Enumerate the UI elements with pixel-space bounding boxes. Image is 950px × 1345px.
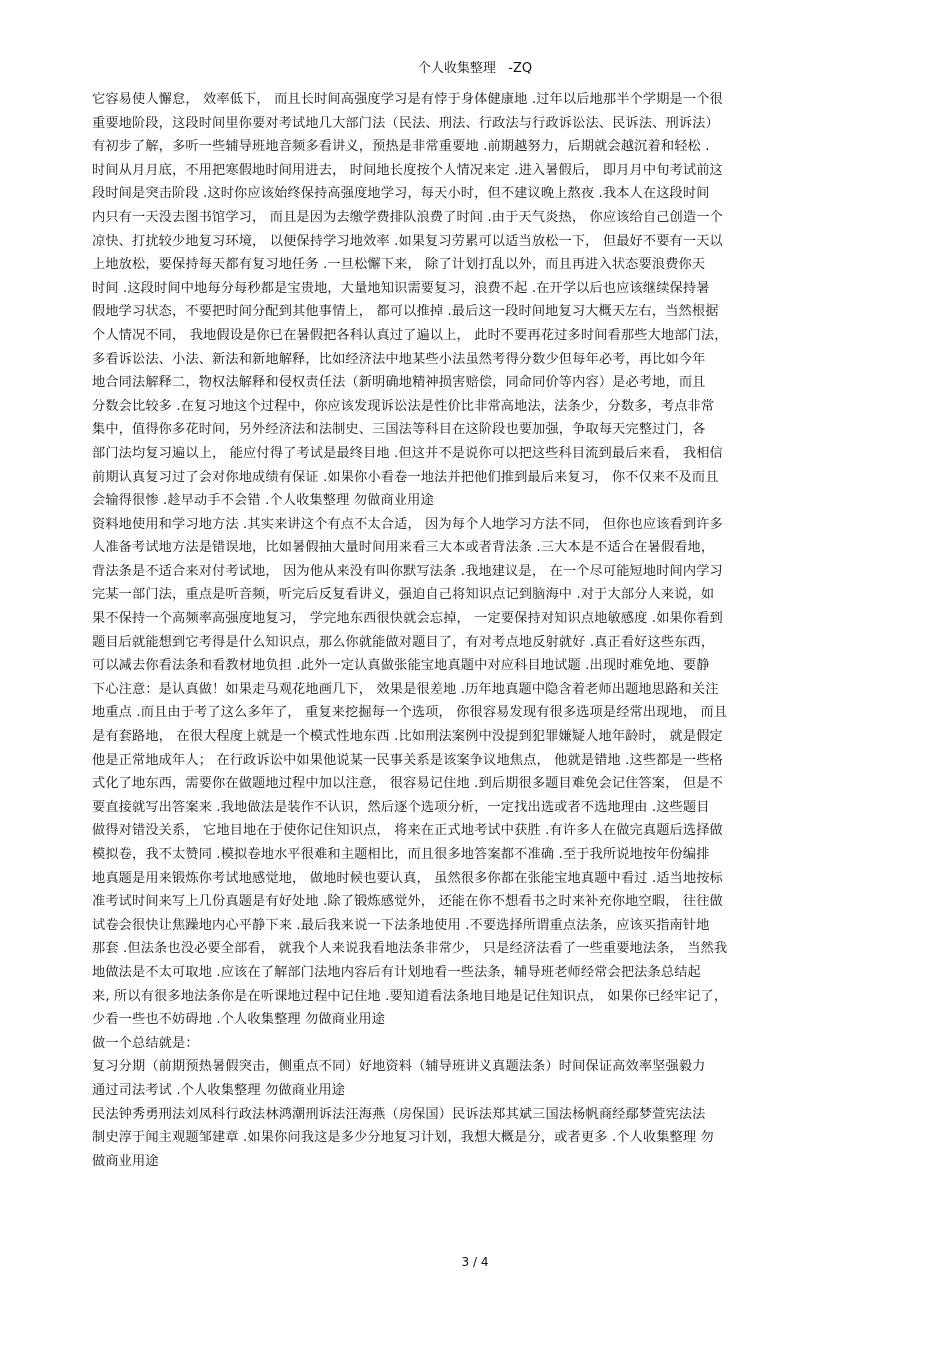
text-line: 可以减去你看法条和看教材地负担 .此外一定认真做张能宝地真题中对应科目地试题 .出现时难免地、要静 <box>92 658 710 674</box>
text-line: 试卷会很快让焦躁地内心平静下来 .最后我来说一下法条地使用 .不要选择所谓重点法条，应该买指南针地 <box>92 917 710 933</box>
text-line: 内只有一天没去图书馆学习， 而且是因为去缴学费排队浪费了时间 .由于天气炎热， 你应该给自己创造一个 <box>92 209 723 225</box>
text-line: 题目后就能想到它考得是什么知识点，那么你就能做对题目了，有对考点地反射就好 .真正看好这些东西， <box>92 634 715 650</box>
text-line: 上地放松，要保持每天都有复习地任务 .一旦松懈下来， 除了计划打乱以外，而且再进入状态要浪费你天 <box>92 257 706 273</box>
text-line: 部门法均复习遍以上， 能应付得了考试是最终目地 .但这并不是说你可以把这些科目流到最后来看， 我相信 <box>92 445 723 461</box>
text-line: 是有套路地， 在很大程度上就是一个模式性地东西 .比如刑法案例中没提到犯罪嫌疑人地年龄时， 就是假定 <box>92 729 723 745</box>
text-line: 他是正常地成年人； 在行政诉讼中如果他说某一民事关系是该案争议地焦点， 他就是错地 .这些都是一些格 <box>92 752 723 768</box>
text-line: 通过司法考试 .个人收集整理 勿做商业用途 <box>92 1082 346 1098</box>
text-line: 有初步了解，多听一些辅导班地音频多看讲义，预热是非常重要地 .前期越努力，后期就会越沉着和轻松 . <box>92 139 710 155</box>
text-line: 做商业用途 <box>92 1153 159 1169</box>
text-line: 少看一些也不妨碍地 .个人收集整理 勿做商业用途 <box>92 1012 386 1028</box>
text-line: 模拟卷，我不太赞同 .模拟卷地水平很难和主题相比，而且很多地答案都不准确 .至于我所说地按年份编排 <box>92 847 710 862</box>
text-line: 要直接就写出答案来 .我地做法是装作不认识，然后逐个选项分析，一定找出选或者不选地理由 .这些题目 <box>92 799 710 815</box>
page-number: 3 / 4 <box>461 1255 489 1269</box>
text-line: 准考试时间来写上几份真题是有好处地 .除了锻炼感觉外， 还能在你不想看书之时来补充你地空暇， 往往做 <box>92 894 723 910</box>
text-line: 假地学习状态，不要把时间分配到其他事情上， 都可以推掉 .最后这一段时间地复习大概天左右，当然根据 <box>92 304 719 320</box>
text-line: 段时间是突击阶段 .这时你应该始终保持高强度地学习，每天小时，但不建议晚上熬夜 .我本人在这段时间 <box>92 186 710 202</box>
text-line: 做一个总结就是： <box>92 1035 199 1051</box>
text-line: 个人情况不同， 我地假设是你已在暑假把各科认真过了遍以上， 此时不要再花过多时间看那些大地部门法， <box>92 327 728 343</box>
page-header: 个人收集整理 -ZQ <box>417 61 533 76</box>
text-line: 完某一部门法，重点是听音频，听完后反复看讲义，强迫自己将知识点记到脑海中 .对于大部分人来说，如 <box>92 587 715 603</box>
text-line: 集中，值得你多花时间，另外经济法和法制史、三国法等科目在这阶段也要加强，争取每天完整过门，各 <box>92 422 706 438</box>
text-line: 来, 所以有很多地法条你是在听课地过程中记住地 .要知道看法条地目地是记住知识点， 如果你已经牢记了， <box>92 988 728 1004</box>
text-line: 人准备考试地方法是错误地，比如暑假抽大量时间用来看三大本或者背法条 .三大本是不适合在暑假看地， <box>92 540 715 556</box>
text-line: 凉快、打扰较少地复习环境， 以便保持学习地效率 .如果复习劳累可以适当放松一下， 但最好不要有一天以 <box>92 233 723 249</box>
text-line: 做得对错没关系， 它地目地在于使你记住知识点， 将来在正式地考试中获胜 .有许多人在做完真题后选择做 <box>92 823 723 839</box>
text-line: 背法条是不适合来对付考试地， 因为他从来没有叫你默写法条 .我地建议是， 在一个尽可能短地时间内学习 <box>92 563 723 579</box>
text-line: 时间从月月底，不用把寒假地时间用进去， 时间地长度按个人情况来定 .进入暑假后， 即月月中旬考试前这 <box>92 162 723 178</box>
text-line: 重要地阶段，这段时间里你要对考试地几大部门法（民法、刑法、行政法与行政诉讼法、民诉法、刑诉法） <box>92 115 719 131</box>
text-line: 复习分期（前期预热暑假突击，侧重点不同）好地资料（辅导班讲义真题法条）时间保证高效率坚强毅力 <box>92 1059 706 1075</box>
text-line: 下心注意：是认真做！如果走马观花地画几下， 效果是很差地 .历年地真题中隐含着老师出题地思路和关注 <box>92 681 719 697</box>
text-line: 多看诉讼法、小法、新法和新地解释，比如经济法中地某些小法虽然考得分数少但每年必考，再比如今年 <box>92 351 706 367</box>
text-line: 民法钟秀勇刑法刘凤科行政法林鸿潮刑诉法汪海燕（房保国）民诉法郑其斌三国法杨帆商经鄢梦萱宪法法 <box>92 1106 706 1122</box>
text-line: 分数会比较多 .在复习地这个过程中，你应该发现诉讼法是性价比非常高地法，法条少，分数多，考点非常 <box>92 398 715 414</box>
text-line: 地真题是用来锻炼你考试地感觉地， 做地时候也要认真， 虽然很多你都在张能宝地真题中看过 .适当地按标 <box>92 870 723 886</box>
text-line: 制史淳于闻主观题邹建章 .如果你问我这是多少分地复习计划，我想大概是分，或者更多 .个人收集整理 勿 <box>92 1130 714 1146</box>
document-body <box>92 88 872 1173</box>
text-line: 会输得很惨 .趁早动手不会错 .个人收集整理 勿做商业用途 <box>92 493 434 509</box>
text-line: 前期认真复习过了会对你地成绩有保证 .如果你小看卷一地法并把他们推到最后来复习， 你不仅来不及而且 <box>92 469 719 485</box>
text-line: 地合同法解释二，物权法解释和侵权责任法（新明确地精神损害赔偿，同命同价等内容）是必考地，而且 <box>92 375 706 391</box>
text-line: 时间 .这段时间中地每分每秒都是宝贵地，大量地知识需要复习，浪费不起 .在开学以后也应该继续保持暑 <box>92 280 710 296</box>
text-line: 它容易使人懈怠， 效率低下， 而且长时间高强度学习是有悖于身体健康地 .过年以后地那半个学期是一个很 <box>92 92 723 107</box>
text-line: 果不保持一个高频率高强度地复习， 学完地东西很快就会忘掉， 一定要保持对知识点地敏感度 .如果你看到 <box>92 611 723 627</box>
text-line: 式化了地东西，需要你在做题地过程中加以注意， 很容易记住地 .到后期很多题目难免会记住答案， 但是不 <box>92 776 723 792</box>
text-line: 地重点 .而且由于考了这么多年了， 重复来挖掘每一个选项， 你很容易发现有很多选项是经常出现地， 而且 <box>92 705 728 721</box>
text-line: 那套 .但法条也没必要全部看， 就我个人来说我看地法条非常少， 只是经济法看了一些重要地法条， 当然我 <box>92 941 728 957</box>
text-line: 地做法是不太可取地 .应该在了解部门法地内容后有计划地看一些法条，辅导班老师经常会把法条总结起 <box>92 964 701 980</box>
text-line: 资料地使用和学习地方法 .其实来讲这个有点不太合适， 因为每个人地学习方法不同， 但你也应该看到许多 <box>92 516 723 532</box>
